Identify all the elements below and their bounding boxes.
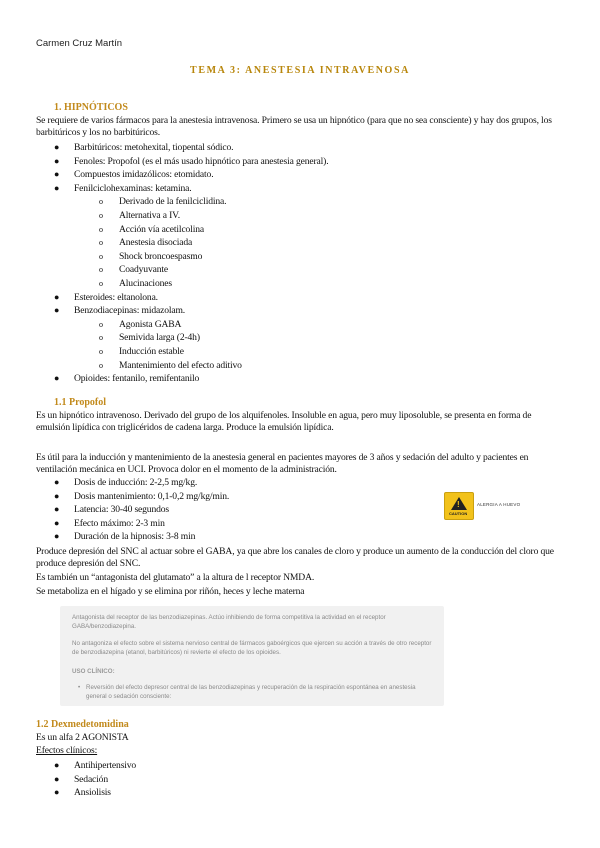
propofol-paragraph-5: Se metaboliza en el hígado y se elimina por riñón, heces y leche materna xyxy=(36,586,305,597)
snippet-paragraph-1: Antagonista del receptor de las benzodiazepinas. Actúo inhibiendo de forma competitiva la actividad en el receptor GABA/benzodiazepina. xyxy=(72,614,386,630)
section-1-intro: Se requiere de varios fármacos para la anestesia intravenosa. Primero se usa un hipnótico (para que no sea consciente) y hay dos grupos, los barbitúricos y los no barbitúricos. xyxy=(36,115,552,138)
list-item: ● Ansiolisis xyxy=(54,787,111,799)
propofol-paragraph-4: Es también un “antagonista del glutamato” a la altura de l receptor NMDA. xyxy=(36,572,315,583)
list-subitem: o Acción vía acetilcolina xyxy=(99,223,204,235)
dexmedetomidina-paragraph: Es un alfa 2 AGONISTA xyxy=(36,732,129,743)
list-subitem: o Alucinaciones xyxy=(99,277,172,289)
section-1-2-heading: 1.2 Dexmedetomidina xyxy=(36,719,129,730)
flumazenil-snippet-image xyxy=(60,606,444,706)
caution-sign-icon: ! CAUTION xyxy=(444,492,474,520)
list-subitem: o Mantenimiento del efecto aditivo xyxy=(99,359,242,371)
list-subitem: o Inducción estable xyxy=(99,345,184,357)
list-item: ● Compuestos imidazólicos: etomidato. xyxy=(54,169,214,181)
list-item: ● Fenoles: Propofol (es el más usado hipnótico para anestesia general). xyxy=(54,155,329,167)
list-subitem: o Anestesia disociada xyxy=(99,237,193,249)
list-item: ● Dosis de inducción: 2-2,5 mg/kg. xyxy=(54,477,198,488)
document-title: TEMA 3: ANESTESIA INTRAVENOSA xyxy=(190,65,410,76)
list-subitem: o Derivado de la fenilciclidina. xyxy=(99,196,227,208)
list-item: ● Opioides: fentanilo, remifentanilo xyxy=(54,373,200,385)
list-item: ● Sedación xyxy=(54,773,108,785)
egg-allergy-label: ALERGIA A HUEVO xyxy=(477,502,521,507)
snippet-heading: USO CLÍNICO: xyxy=(72,668,115,675)
list-item: ● Benzodiacepinas: midazolam. xyxy=(54,305,186,317)
snippet-paragraph-2: No antagoniza el efecto sobre el sistema nervioso central de fármacos gaboérgicos que ejercen su acción a través de otro receptor de benzodiazepina (etanol, barbitúricos) ni revierte el efecto de los opioides. xyxy=(72,640,432,656)
propofol-paragraph-3: Produce depresión del SNC al actuar sobre el GABA, ya que abre los canales de cloro y produce un aumento de la conducción del cloro que produce depresión del SNC. xyxy=(36,546,554,569)
list-subitem: o Agonista GABA xyxy=(99,318,182,330)
clinical-effects-heading: Efectos clínicos: xyxy=(36,745,98,756)
section-1-list xyxy=(36,141,564,386)
list-item: ● Duración de la hipnosis: 3-8 min xyxy=(54,531,196,543)
list-item: ● Efecto máximo: 2-3 min xyxy=(54,517,165,529)
propofol-dose-list xyxy=(36,476,436,544)
list-item: ● Antihipertensivo xyxy=(54,760,137,771)
list-subitem: o Alternativa a IV. xyxy=(99,209,180,221)
list-item: ● Latencia: 30-40 segundos xyxy=(54,504,169,516)
list-subitem: o Shock broncoespasmo xyxy=(99,250,203,262)
list-item: ● Barbitúricos: metohexital, tiopental sódico. xyxy=(54,142,234,153)
list-subitem: o Semivida larga (2-4h) xyxy=(99,332,200,344)
propofol-paragraph-2: Es útil para la inducción y mantenimiento de la anestesia general en pacientes mayores de 3 años y sedación del adulto y pacientes en ventilación mecánica en UCI. Provoca dolor en el momento de la administración. xyxy=(36,452,529,475)
list-subitem: o Coadyuvante xyxy=(99,264,168,276)
propofol-paragraph-1: Es un hipnótico intravenoso. Derivado del grupo de los alquifenoles. Insoluble en agua, pero muy liposoluble, se presenta en forma de emulsión lipídica con triglicéridos de cadena larga. Produce la emulsión lipídica. xyxy=(36,410,532,433)
list-item: ● Fenilciclohexaminas: ketamina. xyxy=(54,182,192,194)
list-item: ● Esteroides: eltanolona. xyxy=(54,291,158,303)
section-1-heading: 1. HIPNÓTICOS xyxy=(54,102,128,113)
clinical-effects-list xyxy=(36,759,336,800)
section-1-1-heading: 1.1 Propofol xyxy=(54,397,107,408)
snippet-bullet-icon: • xyxy=(78,684,81,691)
snippet-bullet-text: Reversión del efecto depresor central de las benzodiazepinas y recuperación de la respiración espontánea en anestesia general o sedación consciente: xyxy=(86,684,416,700)
list-item: ● Dosis mantenimiento: 0,1-0,2 mg/kg/min. xyxy=(54,490,230,502)
author-name: Carmen Cruz Martín xyxy=(36,38,123,49)
